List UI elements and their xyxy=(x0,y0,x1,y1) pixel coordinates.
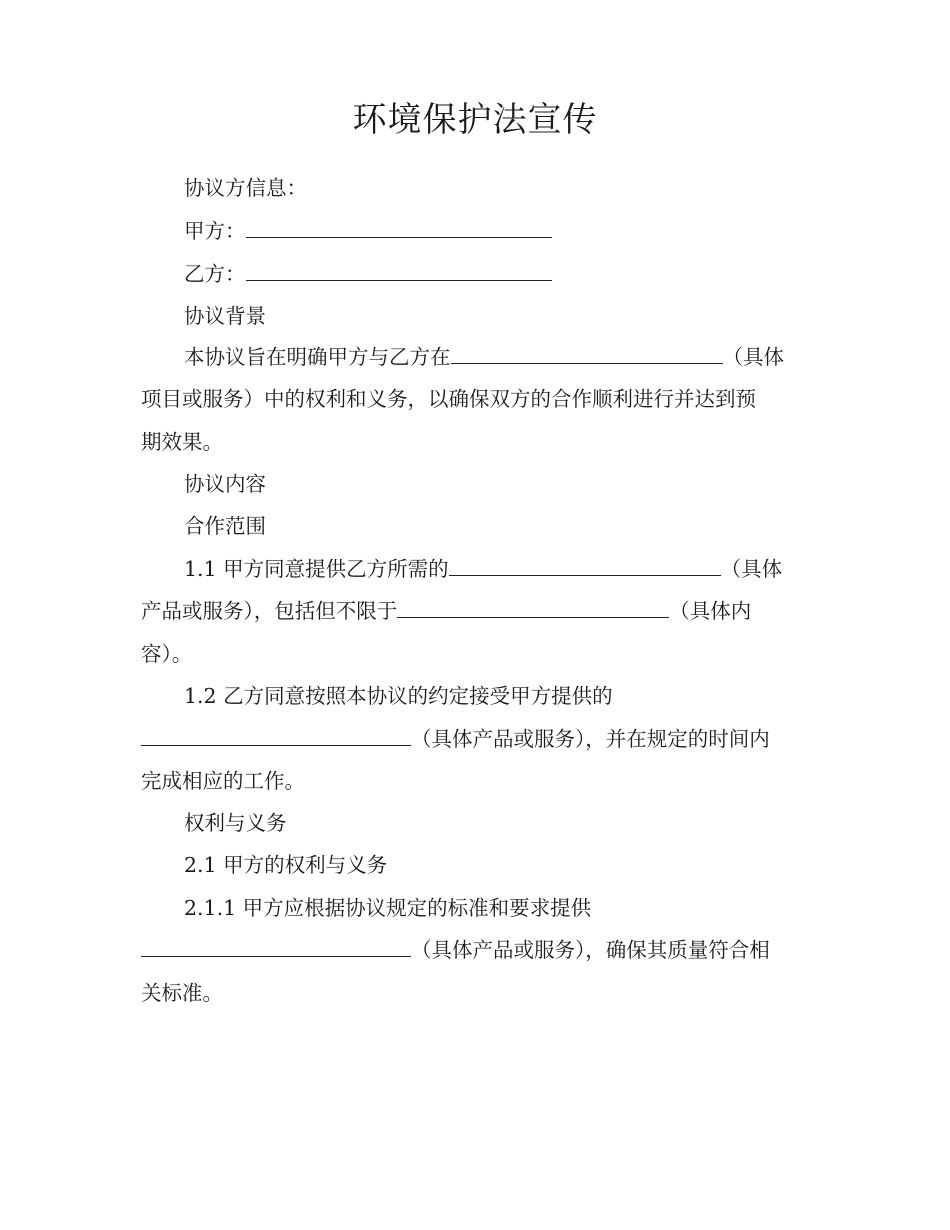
background-heading: 协议背景 xyxy=(184,304,266,328)
clause-2-1-1-line-2 xyxy=(141,935,770,965)
party-a-blank[interactable] xyxy=(246,218,552,238)
product-blank[interactable] xyxy=(449,556,721,576)
accepted-product-blank[interactable] xyxy=(141,726,411,746)
clause-2-1-1-line-3: 关标准。 xyxy=(141,981,223,1005)
clause-1-1-line-2 xyxy=(141,596,751,626)
party-b-line xyxy=(184,259,552,289)
party-b-label: 乙方： xyxy=(184,262,246,286)
party-a-line xyxy=(184,216,552,246)
document-title: 环境保护法宣传 xyxy=(352,100,598,140)
clause-2-1: 2.1 甲方的权利与义务 xyxy=(184,853,388,877)
provided-product-blank[interactable] xyxy=(141,937,411,957)
clause-1-1-text-b: （具体 xyxy=(720,557,783,581)
clause-1-1-text-c: 产品或服务），包括但不限于 xyxy=(141,599,398,623)
content-blank[interactable] xyxy=(397,598,669,618)
clause-1-2-line-1: 1.2 乙方同意按照本协议的约定接受甲方提供的 xyxy=(184,684,613,708)
clause-1-1-text-d: （具体内 xyxy=(669,599,752,623)
clause-1-2-text-b: （具体产品或服务），并在规定的时间内 xyxy=(411,727,770,751)
background-line-3: 期效果。 xyxy=(141,430,223,454)
background-line-1 xyxy=(184,342,784,372)
rights-heading: 权利与义务 xyxy=(184,811,287,835)
project-blank[interactable] xyxy=(451,344,723,364)
clause-1-1-line-3: 容）。 xyxy=(141,642,193,666)
background-text-b: （具体 xyxy=(722,345,784,369)
party-b-blank[interactable] xyxy=(246,261,552,281)
clause-1-2-line-3: 完成相应的工作。 xyxy=(141,769,305,793)
background-line-2: 项目或服务）中的权利和义务，以确保双方的合作顺利进行并达到预 xyxy=(141,387,756,411)
content-heading: 协议内容 xyxy=(184,472,266,496)
clause-1-2-line-2 xyxy=(141,724,770,754)
clause-1-1-line-1 xyxy=(184,554,782,584)
scope-heading: 合作范围 xyxy=(184,514,266,538)
clause-2-1-1-text-b: （具体产品或服务），确保其质量符合相 xyxy=(411,938,770,962)
background-text-a: 本协议旨在明确甲方与乙方在 xyxy=(184,345,451,369)
party-a-label: 甲方： xyxy=(184,219,246,243)
party-info-heading: 协议方信息： xyxy=(184,176,307,200)
clause-1-1-text-a: 1.1 甲方同意提供乙方所需的 xyxy=(184,557,449,581)
clause-2-1-1-line-1: 2.1.1 甲方应根据协议规定的标准和要求提供 xyxy=(184,896,592,920)
